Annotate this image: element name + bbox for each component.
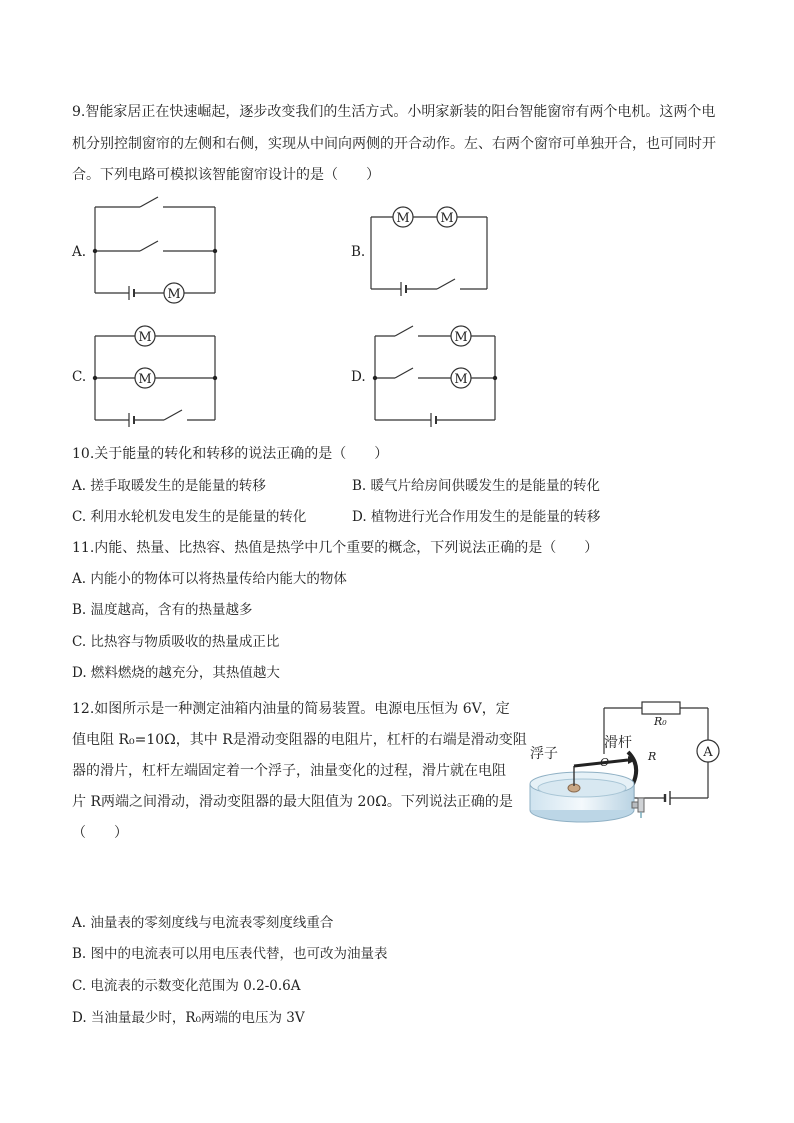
q11-option-c: C. 比热容与物质吸收的热量成正比 <box>72 634 280 650</box>
svg-text:M: M <box>138 372 152 387</box>
q11-option-a: A. 内能小的物体可以将热量传给内能大的物体 <box>72 571 347 587</box>
resistor-r-label: R <box>648 750 657 763</box>
q9-line-2: 机分别控制窗帘的左侧和右侧，实现从中间向两侧的开合动作。左、右两个窗帘可单独开合，也可同时开 <box>72 136 716 152</box>
q9-line-3: 合。下列电路可模拟该智能窗帘设计的是（ ） <box>72 167 380 183</box>
q9-line-1: 9.智能家居正在快速崛起，逐步改变我们的生活方式。小明家新装的阳台智能窗帘有两个电机。这两个电 <box>72 104 716 120</box>
q11-option-d: D. 燃料燃烧的越充分，其热值越大 <box>72 665 280 681</box>
float-label: 浮子 <box>530 746 558 762</box>
q9-option-b-label: B. <box>351 244 366 260</box>
svg-text:M: M <box>440 211 454 226</box>
q9-circuit-d <box>365 322 505 430</box>
q12-option-d: D. 当油量最少时，R₀两端的电压为 3V <box>72 1010 305 1026</box>
pivot-label: O <box>600 756 610 769</box>
q12-stem-line-1: 12.如图所示是一种测定油箱内油量的简易装置。电源电压恒为 6V，定 <box>72 701 510 717</box>
q10-stem: 10.关于能量的转化和转移的说法正确的是（ ） <box>72 446 389 462</box>
q11-option-b: B. 温度越高，含有的热量越多 <box>72 602 253 618</box>
q12-oil-tank-figure <box>524 694 724 834</box>
q9-option-c-label: C. <box>72 369 87 385</box>
q9-option-a-label: A. <box>72 244 87 260</box>
lever-label: 滑杆 <box>604 735 632 751</box>
svg-text:M: M <box>138 330 152 345</box>
q9-circuit-b <box>365 205 495 300</box>
q10-option-c: C. 利用水轮机发电发生的是能量的转化 <box>72 509 307 525</box>
svg-text:M: M <box>454 330 468 345</box>
q10-option-a: A. 搓手取暖发生的是能量的转移 <box>72 478 266 494</box>
q9-circuit-a <box>85 195 225 305</box>
q10-option-b: B. 暖气片给房间供暖发生的是能量的转化 <box>352 478 601 494</box>
q12-option-a: A. 油量表的零刻度线与电流表零刻度线重合 <box>72 915 334 931</box>
q12-stem-line-3: 器的滑片，杠杆左端固定着一个浮子，油量变化的过程，滑片就在电阻 <box>72 763 506 779</box>
q12-option-b: B. 图中的电流表可以用电压表代替，也可改为油量表 <box>72 946 388 962</box>
ammeter-label: A <box>703 745 713 760</box>
q12-stem-line-5: （ ） <box>72 825 128 841</box>
q12-stem-line-4: 片 R两端之间滑动，滑动变阻器的最大阻值为 20Ω。下列说法正确的是 <box>72 794 513 810</box>
q9-circuit-c <box>85 322 225 430</box>
q12-option-c: C. 电流表的示数变化范围为 0.2-0.6A <box>72 978 301 994</box>
q10-option-d: D. 植物进行光合作用发生的是能量的转移 <box>352 509 601 525</box>
q9-option-d-label: D. <box>351 369 366 385</box>
resistor-r0-label: R₀ <box>654 715 667 728</box>
q12-stem <box>72 694 527 849</box>
svg-text:M: M <box>167 287 181 302</box>
svg-text:M: M <box>396 211 410 226</box>
svg-text:M: M <box>454 372 468 387</box>
q12-stem-line-2: 值电阻 R₀=10Ω，其中 R是滑动变阻器的电阻片，杠杆的右端是滑动变阻 <box>72 732 527 748</box>
q11-stem: 11.内能、热量、比热容、热值是热学中几个重要的概念，下列说法正确的是（ ） <box>72 540 599 556</box>
